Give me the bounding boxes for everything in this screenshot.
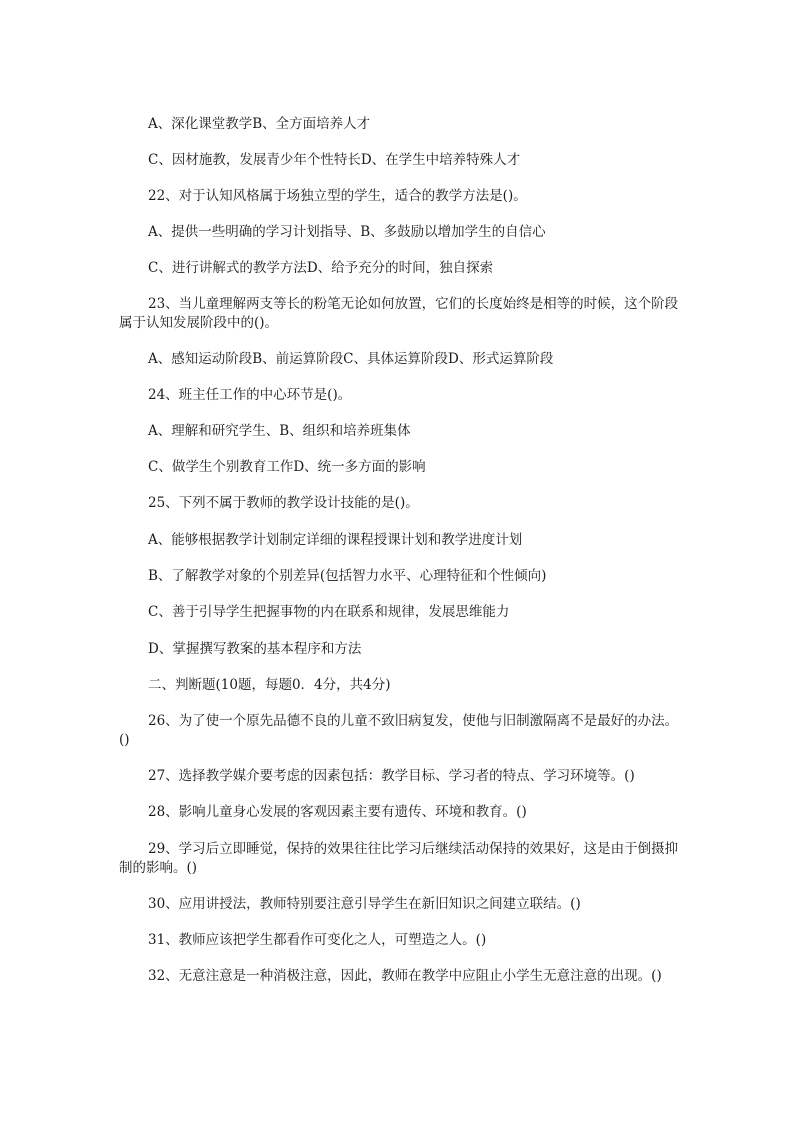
option-line-24-ab: A、理解和研究学生、B、组织和培养班集体 [148, 423, 411, 439]
question-24: 24、班主任工作的中心环节是()。 [148, 387, 352, 403]
option-line-22-ab: A、提供一些明确的学习计划指导、B、多鼓励以增加学生的自信心 [148, 224, 546, 240]
question-23: 23、当儿童理解两支等长的粉笔无论如何放置，它们的长度始终是相等的时候，这个阶段属于认知发展阶段中的()。 [119, 296, 679, 331]
question-25: 25、下列不属于教师的教学设计技能的是()。 [148, 495, 419, 511]
option-25-b: B、了解教学对象的个别差异(包括智力水平、心理特征和个性倾向) [148, 568, 547, 584]
question-22: 22、对于认知风格属于场独立型的学生，适合的教学方法是()。 [148, 188, 527, 204]
option-line-24-cd: C、做学生个别教育工作D、统一多方面的影响 [148, 459, 426, 475]
section-heading-true-false: 二、判断题(10题，每题0．4分，共4分) [148, 677, 391, 693]
question-32: 32、无意注意是一种消极注意，因此，教师在教学中应阻止小学生无意注意的出现。() [148, 968, 662, 984]
question-27: 27、选择教学媒介要考虑的因素包括：教学目标、学习者的特点、学习环境等。() [148, 768, 635, 784]
question-31: 31、教师应该把学生都看作可变化之人，可塑造之人。() [148, 932, 487, 948]
option-25-c: C、善于引导学生把握事物的内在联系和规律，发展思维能力 [148, 604, 510, 620]
question-29: 29、学习后立即睡觉，保持的效果往往比学习后继续活动保持的效果好，这是由于倒摄抑制的影响。() [119, 841, 679, 876]
option-line-21-ab: A、深化课堂教学B、全方面培养人才 [148, 116, 371, 132]
option-25-a: A、能够根据教学计划制定详细的课程授课计划和教学进度计划 [148, 532, 523, 548]
question-26: 26、为了使一个原先品德不良的儿童不致旧病复发，使他与旧制激隔离不是最好的办法。() [119, 713, 679, 748]
option-line-23: A、感知运动阶段B、前运算阶段C、具体运算阶段D、形式运算阶段 [148, 351, 554, 367]
option-line-21-cd: C、因材施教，发展青少年个性特长D、在学生中培养特殊人才 [148, 152, 521, 168]
option-25-d: D、掌握撰写教案的基本程序和方法 [148, 641, 362, 657]
question-28: 28、影响儿童身心发展的客观因素主要有遗传、环境和教育。() [148, 804, 527, 820]
option-line-22-cd: C、进行讲解式的教学方法D、给予充分的时间，独自探索 [148, 260, 494, 276]
question-30: 30、应用讲授法，教师特别要注意引导学生在新旧知识之间建立联结。() [148, 896, 581, 912]
